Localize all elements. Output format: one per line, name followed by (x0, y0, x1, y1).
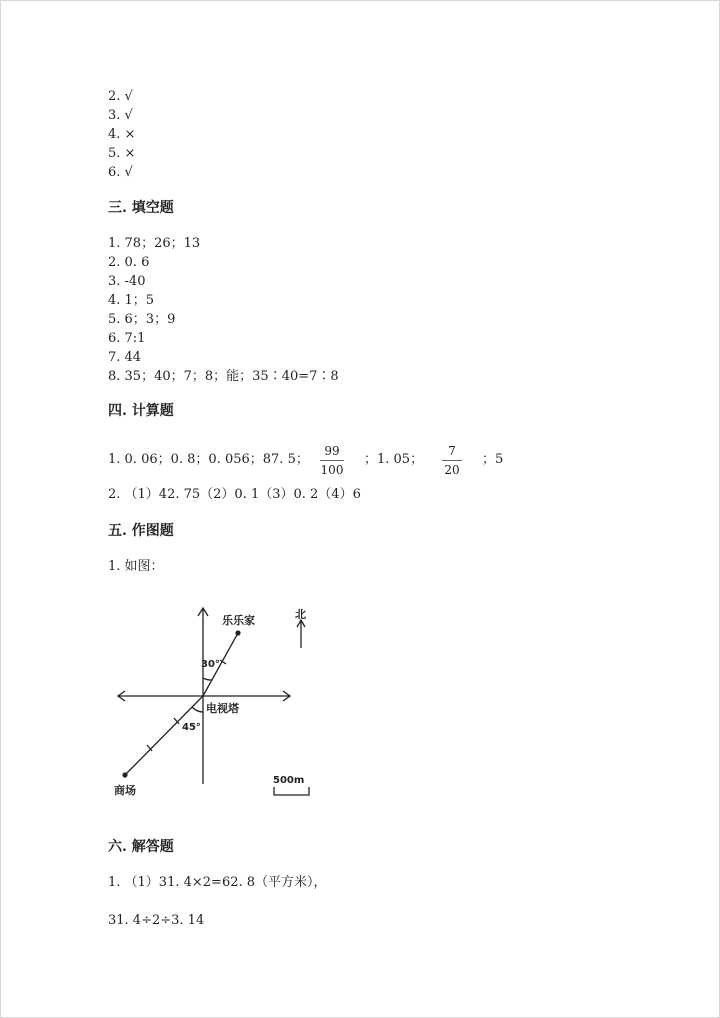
scale-label: 500m (273, 775, 305, 786)
calculation-heading: 四. 计算题 (108, 403, 174, 419)
fill-blank-item-6: 6. 7:1 (108, 331, 146, 346)
calc-line2: 2. （1）42. 75（2）0. 1（3）0. 2（4）6 (108, 487, 361, 502)
fraction-denominator: 100 (320, 463, 344, 477)
home-label: 乐乐家 (222, 614, 255, 627)
map-diagram (108, 600, 328, 805)
drawing-item-1: 1. 如图： (108, 559, 164, 574)
answer-line-1: 1. （1）31. 4×2=62. 8（平方米）， (108, 875, 327, 890)
fill-blank-item-8: 8. 35；40；7；8；能；35∶40=7∶8 (108, 369, 339, 384)
angle-30-label: 30° (201, 659, 220, 670)
calc-line1-prefix: 1. 0. 06；0. 8；0. 056；87. 5； (108, 452, 309, 467)
fraction-99-100 (320, 444, 344, 477)
drawing-heading: 五. 作图题 (108, 523, 174, 539)
scale-bar (274, 787, 309, 795)
angle-arc-30 (203, 678, 212, 680)
home-point (235, 630, 240, 635)
mall-point (122, 772, 127, 777)
angle-45-label: 45° (182, 722, 201, 733)
fill-blank-heading: 三. 填空题 (108, 200, 174, 216)
answers-heading: 六. 解答题 (108, 839, 174, 855)
fraction-7-20 (442, 444, 462, 477)
fraction-numerator: 7 (442, 444, 462, 461)
calc-line1-suffix: ；5 (482, 452, 504, 467)
mall-label: 商场 (114, 784, 136, 797)
fill-blank-item-4: 4. 1；5 (108, 293, 155, 308)
fraction-numerator: 99 (320, 444, 344, 461)
fraction-denominator: 20 (444, 463, 460, 477)
line-to-mall (125, 696, 203, 775)
fill-blank-item-5: 5. 6；3；9 (108, 312, 176, 327)
judgement-item-6: 6. √ (108, 165, 133, 180)
answer-line-2: 31. 4÷2÷3. 14 (108, 913, 205, 928)
north-label: 北 (295, 608, 306, 621)
judgement-item-2: 2. √ (108, 89, 133, 104)
judgement-item-4: 4. × (108, 127, 136, 142)
fill-blank-item-2: 2. 0. 6 (108, 255, 150, 270)
fill-blank-item-7: 7. 44 (108, 350, 142, 365)
angle-arc-45 (192, 707, 203, 712)
fill-blank-item-3: 3. -40 (108, 274, 146, 289)
tower-label: 电视塔 (206, 702, 239, 715)
fill-blank-item-1: 1. 78；26；13 (108, 236, 201, 251)
judgement-item-5: 5. × (108, 146, 136, 161)
calc-line1-mid: ；1. 05； (364, 452, 424, 467)
judgement-item-3: 3. √ (108, 108, 133, 123)
